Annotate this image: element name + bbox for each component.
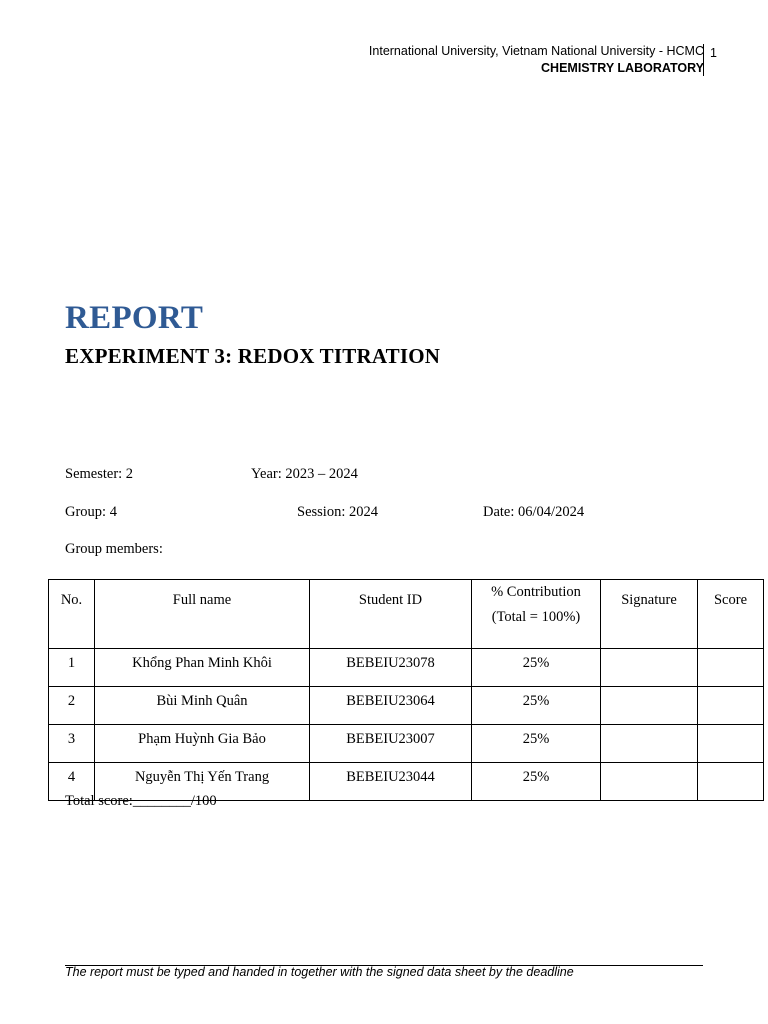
header-contribution-line1: % Contribution [491, 584, 581, 600]
header-contribution-line2: (Total = 100%) [491, 609, 581, 625]
total-score: Total score:________/100 [65, 793, 217, 809]
cell-signature [601, 725, 698, 763]
year-field: Year: 2023 – 2024 [251, 466, 358, 482]
group-members-label: Group members: [65, 541, 163, 557]
cell-name: Phạm Huỳnh Gia Bảo [95, 725, 310, 763]
university-name: International University, Vietnam National University - HCMC [368, 44, 704, 58]
cell-contribution: 25% [472, 725, 601, 763]
cell-no: 2 [49, 687, 95, 725]
cell-no: 4 [49, 763, 95, 801]
cell-no: 1 [49, 649, 95, 687]
footer-note: The report must be typed and handed in together with the signed data sheet by the deadline [65, 965, 574, 979]
cell-no: 3 [49, 725, 95, 763]
cell-contribution: 25% [472, 763, 601, 801]
cell-signature [601, 763, 698, 801]
cell-student-id: BEBEIU23064 [310, 687, 472, 725]
cell-contribution: 25% [472, 687, 601, 725]
table-row [49, 687, 764, 725]
cell-signature [601, 649, 698, 687]
header-full-name: Full name [95, 580, 310, 649]
cell-score [698, 687, 764, 725]
members-table [48, 579, 764, 801]
cell-student-id: BEBEIU23007 [310, 725, 472, 763]
table-row [49, 649, 764, 687]
date-field: Date: 06/04/2024 [483, 504, 585, 520]
cell-score [698, 763, 764, 801]
table-header-row [49, 580, 764, 649]
semester-field: Semester: 2 [65, 466, 134, 482]
table-row [49, 725, 764, 763]
header-signature: Signature [601, 580, 698, 649]
cell-name: Bùi Minh Quân [95, 687, 310, 725]
header-divider [703, 44, 704, 76]
header-contribution [472, 580, 601, 649]
group-field: Group: 4 [65, 504, 117, 520]
report-title: REPORT [65, 300, 204, 336]
cell-score [698, 649, 764, 687]
header-score: Score [698, 580, 764, 649]
cell-name: Nguyễn Thị Yến Trang [95, 763, 310, 801]
page-number: 1 [710, 46, 717, 60]
header-no: No. [49, 580, 95, 649]
page-header [369, 42, 704, 77]
header-student-id: Student ID [310, 580, 472, 649]
cell-score [698, 725, 764, 763]
session-field: Session: 2024 [297, 504, 378, 520]
cell-contribution: 25% [472, 649, 601, 687]
cell-student-id: BEBEIU23078 [310, 649, 472, 687]
cell-signature [601, 687, 698, 725]
cell-student-id: BEBEIU23044 [310, 763, 472, 801]
experiment-title: EXPERIMENT 3: REDOX TITRATION [65, 344, 441, 368]
cell-name: Khổng Phan Minh Khôi [95, 649, 310, 687]
lab-name: CHEMISTRY LABORATORY [541, 61, 704, 75]
